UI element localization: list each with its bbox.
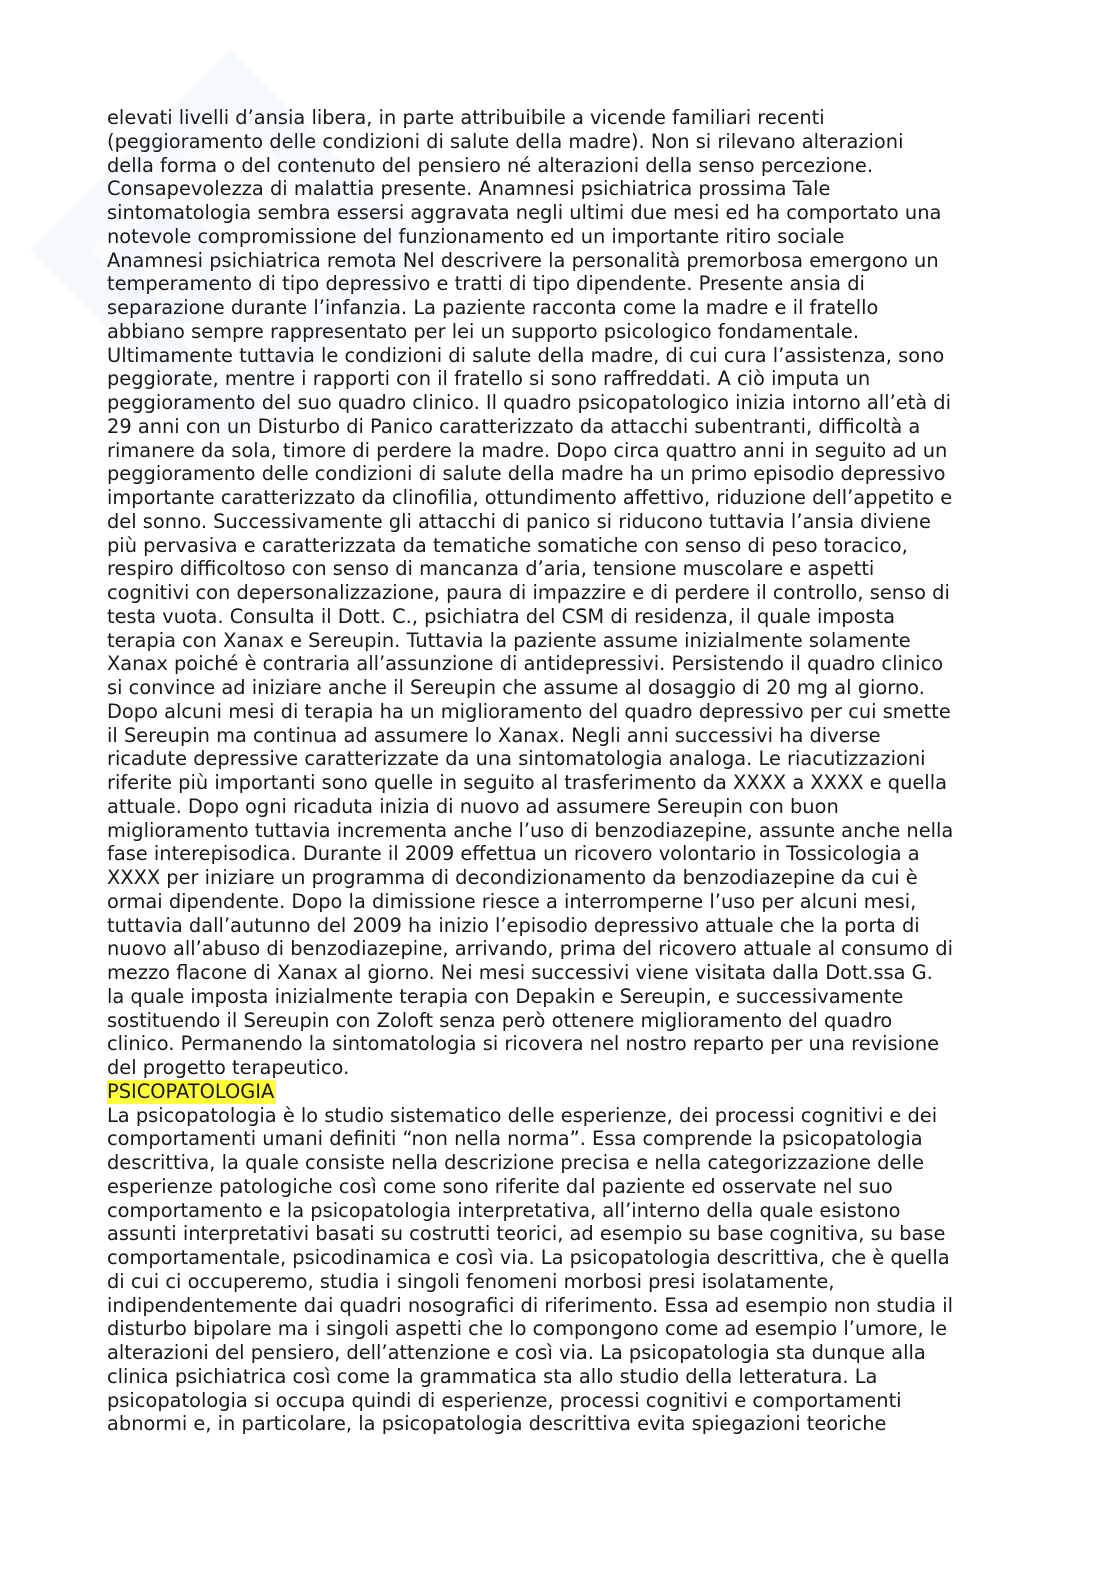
text-line: (peggioramento delle condizioni di salute della madre). Non si rilevano alterazioni: [107, 129, 904, 153]
text-line: importante caratterizzato da clinofilia, ottundimento affettivo, riduzione dell’appetito e: [107, 486, 953, 509]
text-line: separazione durante l’infanzia. La paziente racconta come la madre e il fratello: [107, 296, 879, 319]
text-line: sintomatologia sembra essersi aggravata negli ultimi due mesi ed ha comportato una: [107, 201, 942, 224]
text-line: peggioramento delle condizioni di salute della madre ha un primo episodio depressivo: [107, 462, 946, 486]
text-line: comportamentale, psicodinamica e così via. La psicopatologia descrittiva, che è quella: [107, 1246, 950, 1269]
text-line: si convince ad iniziare anche il Sereupin che assume al dosaggio di 20 mg al giorno.: [107, 676, 925, 699]
text-line: di cui ci occuperemo, studia i singoli fenomeni morbosi presi isolatamente,: [107, 1269, 835, 1293]
text-line: peggiorate, mentre i rapporti con il fratello si sono raffreddati. A ciò imputa un: [107, 367, 871, 391]
text-line: comportamento e la psicopatologia interpretativa, all’interno della quale esistono: [107, 1198, 901, 1222]
text-line: sostituendo il Sereupin con Zoloft senza però ottenere miglioramento del quadro: [107, 1008, 893, 1032]
text-line: disturbo bipolare ma i singoli aspetti che lo compongono come ad esempio l’umore, le: [107, 1317, 948, 1341]
text-line: peggioramento del suo quadro clinico. Il quadro psicopatologico inizia intorno all’età di: [107, 391, 952, 414]
text-line: indipendentemente dai quadri nosografici di riferimento. Essa ad esempio non studia il: [107, 1293, 953, 1317]
text-line: abbiano sempre rappresentato per lei un supporto psicologico fondamentale.: [107, 319, 860, 343]
text-line: alterazioni del pensiero, dell’attenzione e così via. La psicopatologia sta dunque alla: [107, 1341, 926, 1364]
text-line: fase interepisodica. Durante il 2009 effettua un ricovero volontario in Tossicologia a: [107, 842, 920, 866]
text-line: ormai dipendente. Dopo la dimissione riesce a interromperne l’uso per alcuni mesi,: [107, 889, 917, 913]
text-line: descrittiva, la quale consiste nella descrizione precisa e nella categorizzazione delle: [107, 1151, 925, 1174]
text-line: assunti interpretativi basati su costrutti teorici, ad esempio su base cognitiva, su base: [107, 1222, 946, 1246]
document-text: [107, 106, 1002, 1436]
text-line: miglioramento tuttavia incrementa anche l’uso di benzodiazepine, assunte anche nella: [107, 818, 954, 842]
text-line: clinico. Permanendo la sintomatologia si ricovera nel nostro reparto per una revisione: [107, 1032, 940, 1056]
text-line: il Sereupin ma continua ad assumere lo Xanax. Negli anni successivi ha diverse: [107, 723, 881, 747]
case-history-paragraph: [107, 106, 1002, 1080]
text-line: psicopatologia si occupa quindi di esperienze, processi cognitivi e comportamenti: [107, 1388, 902, 1412]
text-line: La psicopatologia è lo studio sistematico delle esperienze, dei processi cognitivi e dei: [107, 1103, 938, 1127]
text-line: Anamnesi psichiatrica remota Nel descrivere la personalità premorbosa emergono un: [107, 248, 939, 272]
text-line: tuttavia dall’autunno del 2009 ha inizio l’episodio depressivo attuale che la porta di: [107, 913, 920, 937]
psicopatologia-paragraph: [107, 1104, 1002, 1437]
text-line: attuale. Dopo ogni ricaduta inizia di nuovo ad assumere Sereupin con buon: [107, 794, 839, 818]
text-line: cognitivi con depersonalizzazione, paura di impazzire e di perdere il controllo, senso di: [107, 581, 950, 604]
text-line: del sonno. Successivamente gli attacchi di panico si riducono tuttavia l’ansia diviene: [107, 509, 931, 533]
text-line: ricadute depressive caratterizzate da una sintomatologia analoga. Le riacutizzazioni: [107, 747, 926, 771]
text-line: comportamenti umani definiti “non nella norma”. Essa comprende la psicopatologia: [107, 1127, 923, 1151]
text-line: Consapevolezza di malattia presente. Anamnesi psichiatrica prossima Tale: [107, 177, 831, 201]
text-line: più pervasiva e caratterizzata da tematiche somatiche con senso di peso toracico,: [107, 533, 908, 557]
text-line: riferite più importanti sono quelle in seguito al trasferimento da XXXX a XXXX e quella: [107, 771, 947, 794]
text-line: 29 anni con un Disturbo di Panico caratterizzato da attacchi subentranti, difficoltà a: [107, 414, 921, 438]
text-line: respiro difficoltoso con senso di mancanza d’aria, tensione muscolare e aspetti: [107, 557, 875, 581]
section-heading: PSICOPATOLOGIA: [107, 1079, 275, 1103]
text-line: Dopo alcuni mesi di terapia ha un miglioramento del quadro depressivo per cui smette: [107, 699, 951, 723]
text-line: del progetto terapeutico.: [107, 1056, 350, 1079]
text-line: mezzo flacone di Xanax al giorno. Nei mesi successivi viene visitata dalla Dott.ssa G.: [107, 961, 933, 984]
text-line: temperamento di tipo depressivo e tratti di tipo dipendente. Presente ansia di: [107, 272, 865, 296]
text-line: notevole compromissione del funzionamento ed un importante ritiro sociale: [107, 224, 845, 248]
text-line: della forma o del contenuto del pensiero né alterazioni della senso percezione.: [107, 153, 874, 177]
text-line: abnormi e, in particolare, la psicopatologia descrittiva evita spiegazioni teoriche: [107, 1412, 887, 1436]
text-line: nuovo all’abuso di benzodiazepine, arrivando, prima del ricovero attuale al consumo di: [107, 937, 954, 961]
text-line: terapia con Xanax e Sereupin. Tuttavia la paziente assume inizialmente solamente: [107, 628, 911, 652]
text-line: XXXX per iniziare un programma di decondizionamento da benzodiazepine da cui è: [107, 866, 918, 889]
text-line: testa vuota. Consulta il Dott. C., psichiatra del CSM di residenza, il quale imposta: [107, 604, 895, 628]
text-line: la quale imposta inizialmente terapia con Depakin e Sereupin, e successivamente: [107, 984, 904, 1008]
text-line: esperienze patologiche così come sono riferite dal paziente ed osservate nel suo: [107, 1174, 893, 1198]
text-line: Xanax poiché è contraria all’assunzione di antidepressivi. Persistendo il quadro clinico: [107, 652, 944, 676]
text-line: clinica psichiatrica così come la grammatica sta allo studio della letteratura. La: [107, 1364, 878, 1388]
text-line: elevati livelli d’ansia libera, in parte attribuibile a vicende familiari recenti: [107, 106, 825, 129]
text-line: Ultimamente tuttavia le condizioni di salute della madre, di cui cura l’assistenza, sono: [107, 343, 945, 367]
text-line: rimanere da sola, timore di perdere la madre. Dopo circa quattro anni in seguito ad un: [107, 438, 948, 462]
